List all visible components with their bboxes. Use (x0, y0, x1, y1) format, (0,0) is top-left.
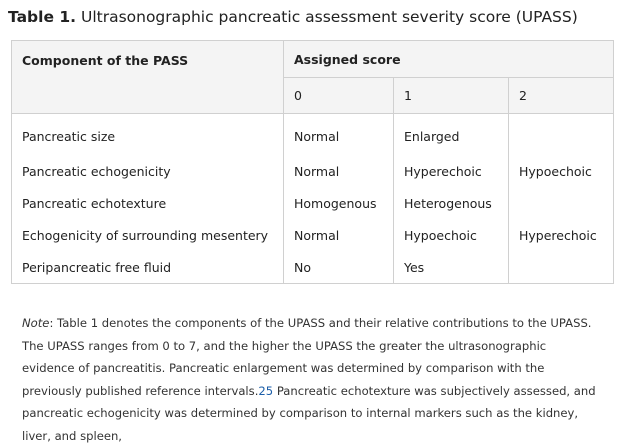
row-score-2: Hypoechoic (509, 155, 614, 187)
row-component: Peripancreatic free fluid (12, 251, 284, 284)
row-score-2 (509, 251, 614, 284)
row-score-0: Normal (284, 155, 394, 187)
row-score-1: Hyperechoic (394, 155, 509, 187)
row-score-0: Homogenous (284, 187, 394, 219)
row-score-0: Normal (284, 114, 394, 156)
caption-title: Ultrasonographic pancreatic assessment severity score (UPASS) (80, 8, 578, 26)
row-score-2 (509, 114, 614, 156)
table-row (12, 219, 614, 251)
upass-table (11, 40, 614, 284)
row-score-2 (509, 187, 614, 219)
row-component: Pancreatic echogenicity (12, 155, 284, 187)
table-note (22, 312, 602, 447)
row-component: Pancreatic size (12, 114, 284, 156)
row-score-1: Heterogenous (394, 187, 509, 219)
table-header-row (12, 41, 614, 78)
header-assigned-score: Assigned score (284, 41, 614, 78)
header-score-1: 1 (394, 78, 509, 114)
row-score-0: No (284, 251, 394, 284)
note-label: Note (22, 316, 50, 330)
note-text-2: Pancreatic echotexture was subjectively assessed, and pancreatic echogenicity was determined by comparison to internal markers such as the kidney, liver, and spleen, (22, 383, 596, 443)
table-row (12, 251, 614, 284)
row-score-1: Hypoechoic (394, 219, 509, 251)
table-row (12, 187, 614, 219)
table-caption (8, 7, 616, 27)
row-score-2: Hyperechoic (509, 219, 614, 251)
note-text-1: : Table 1 denotes the components of the UPASS and their relative contributions to the UPASS. The UPASS ranges from 0 to 7, and the higher the UPASS the greater the ultrasonographic evidence of pancreatitis. Pancreatic enlargement was determined by comparison with the previously published reference intervals. (22, 316, 592, 398)
row-score-0: Normal (284, 219, 394, 251)
reference-link[interactable]: 25 (258, 383, 274, 398)
table-row (12, 114, 614, 156)
header-score-2: 2 (509, 78, 614, 114)
table-row (12, 155, 614, 187)
header-component: Component of the PASS (12, 41, 284, 114)
row-score-1: Yes (394, 251, 509, 284)
row-component: Echogenicity of surrounding mesentery (12, 219, 284, 251)
row-score-1: Enlarged (394, 114, 509, 156)
caption-label: Table 1. (8, 8, 77, 26)
header-score-0: 0 (284, 78, 394, 114)
row-component: Pancreatic echotexture (12, 187, 284, 219)
